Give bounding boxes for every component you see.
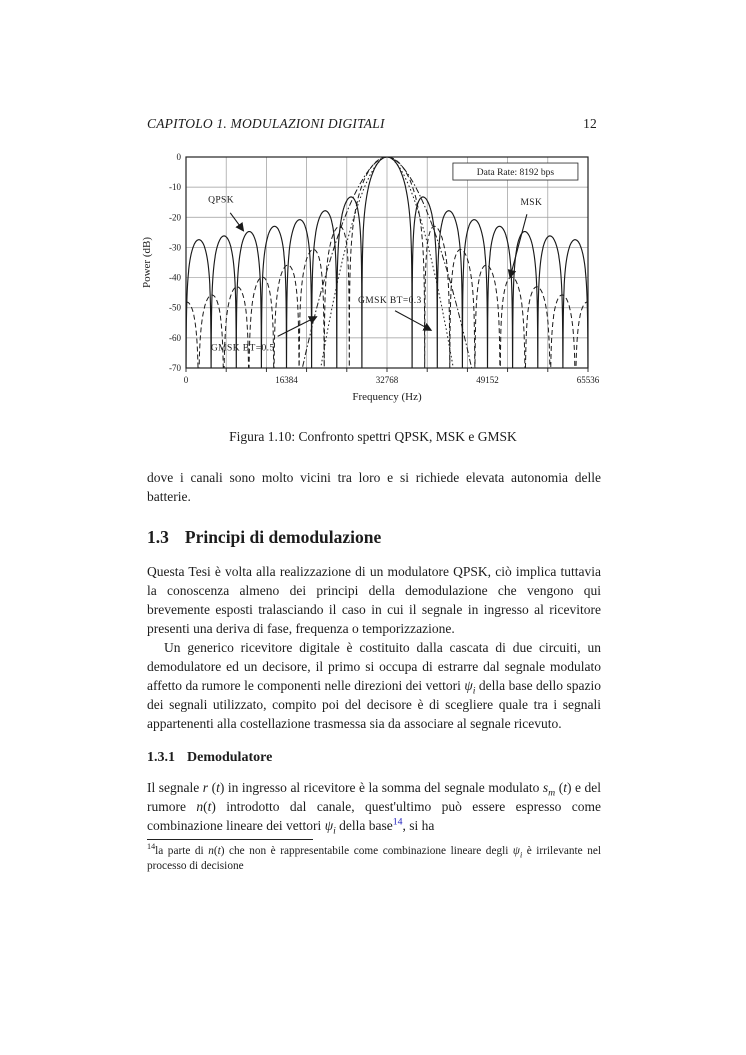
text-segment: r: [202, 780, 209, 795]
text-segment: (: [213, 845, 218, 857]
text-segment: n: [208, 845, 214, 857]
spectrum-chart: [138, 148, 612, 410]
text-segment: Questa Tesi è volta alla realizzazione di un modulatore QPSK, ciò implica tuttavia la conoscenza almeno dei principi della demodulazione che vengono qui brevemente esposti tralasciando il caso in cui il segnale in ingresso al ricevitore presenti una deriva di fase, frequenza o temporizzazione.: [147, 564, 601, 636]
text-segment: Il segnale: [147, 780, 203, 795]
text-segment: t: [216, 780, 220, 795]
curve-label-gmsk-bt-0-5: GMSK BT=0.5: [210, 343, 275, 354]
text-segment: t: [563, 780, 567, 795]
svg-text:16384: 16384: [275, 375, 298, 385]
curve-label-qpsk: QPSK: [208, 195, 235, 206]
svg-text:-70: -70: [169, 363, 181, 373]
text-segment: ) e del rumore: [147, 780, 601, 814]
text-segment: Un generico ricevitore digitale è costituito dalla cascata di due circuiti, un demodulatore ed un decisore, il primo si occupa di estrarre dal segnale modulato affetto da rumore le componenti nelle direzioni dei vettori: [147, 640, 601, 693]
paragraph-2: [147, 638, 601, 733]
text-segment: m: [548, 787, 556, 799]
data-rate-label: Data Rate: 8192 bps: [476, 168, 555, 179]
text-segment: ψ: [512, 845, 520, 857]
subsection-title: Demodulatore: [187, 750, 273, 765]
text-segment: ψ: [464, 678, 473, 693]
svg-text:-10: -10: [169, 182, 181, 193]
text-segment: s: [542, 780, 549, 795]
page-header: [147, 116, 597, 132]
svg-text:65536: 65536: [576, 375, 600, 385]
svg-text:0: 0: [176, 152, 181, 162]
text-segment: 14: [147, 842, 156, 852]
paragraph-1: [147, 562, 601, 638]
text-segment: i: [333, 825, 336, 837]
page-number: 12: [583, 116, 597, 131]
footnote-rule: [147, 839, 313, 840]
text-segment: (: [203, 799, 208, 814]
section-title: Principi di demodulazione: [184, 527, 382, 547]
text-segment: ) che non è rappresentabile come combinazione lineare degli: [220, 845, 513, 857]
chapter-mark: CAPITOLO 1. MODULAZIONI DIGITALI: [147, 116, 385, 131]
svg-text:-60: -60: [169, 332, 181, 343]
svg-text:-40: -40: [169, 272, 181, 283]
svg-text:0: 0: [183, 375, 189, 385]
svg-text:49152: 49152: [476, 375, 499, 385]
text-segment: della base: [335, 818, 393, 833]
svg-text:32768: 32768: [375, 375, 399, 385]
text-segment: (: [208, 780, 217, 795]
text-segment: i: [472, 685, 476, 697]
text-segment: è irrilevante nel processo di decisione: [147, 845, 601, 872]
curve-label-msk: MSK: [520, 197, 543, 208]
text-segment: , si ha: [402, 818, 435, 833]
spectrum-figure: [138, 148, 612, 410]
text-segment: 14: [392, 816, 403, 828]
text-segment: ψ: [324, 818, 334, 833]
section-number: 1.3: [147, 527, 169, 547]
text-segment: t: [207, 799, 212, 814]
text-segment: dove i canali sono molto vicini tra loro e si richiede elevata autonomia delle batterie.: [147, 470, 601, 504]
footnote: [147, 844, 601, 874]
text-segment: i: [519, 850, 523, 860]
svg-text:-30: -30: [169, 242, 181, 253]
subsection-number: 1.3.1: [147, 750, 175, 765]
svg-text:-20: -20: [169, 212, 181, 223]
paragraph-3: [147, 778, 601, 835]
text-segment: (: [555, 780, 564, 795]
figure-caption: Figura 1.10: Confronto spettri QPSK, MSK e GMSK: [229, 429, 517, 444]
text-segment: t: [217, 845, 221, 857]
text-segment: la parte di: [155, 845, 209, 857]
text-segment: ) introdotto dal canale, quest'ultimo può essere espresso come combinazione lineare dei vettori: [147, 799, 602, 833]
text-segment: ) in ingresso al ricevitore è la somma del segnale modulato: [219, 780, 543, 795]
text-segment: della base dello spazio dei segnali utilizzato, compito poi del decisore è di scegliere quale tra i segnali appartenenti alla costellazione trasmessa sia da associare al segnale ricevuto.: [147, 678, 601, 731]
svg-text:Power (dB): Power (dB): [141, 236, 153, 289]
svg-text:-50: -50: [169, 302, 181, 313]
section-heading: [147, 527, 601, 548]
text-segment: n: [196, 799, 204, 814]
paragraph-intro: [147, 468, 601, 506]
svg-text:Frequency (Hz): Frequency (Hz): [352, 391, 422, 403]
curve-label-gmsk-bt-0-3: GMSK BT=0.3: [358, 296, 422, 307]
subsection-heading: [147, 750, 601, 766]
